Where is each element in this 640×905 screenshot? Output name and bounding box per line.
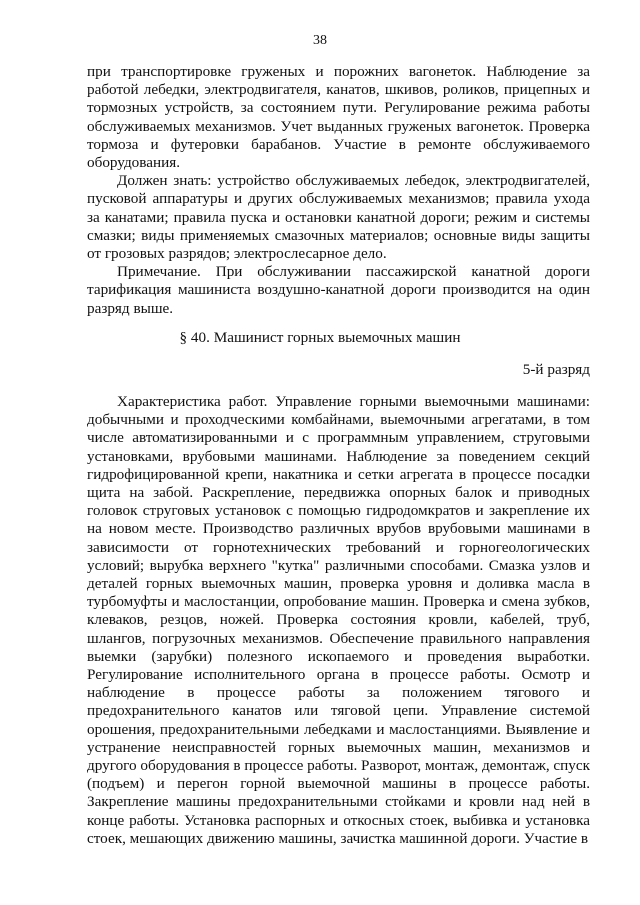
paragraph-continuation: при транспортировке груженых и порожних вагонеток. Наблюдение за работой лебедки, электродвигателя, канатов, шкивов, роликов, прицепных и тормозных устройств, за состоянием пути. Регулирование режима работы обслуживаемых механизмов. Учет выданных груженых вагонеток. Проверка тормоза и футеровки барабанов. Участие в ремонте обслуживаемого оборудования. [87, 63, 590, 172]
paragraph-must-know: Должен знать: устройство обслуживаемых лебедок, электродвигателей, пусковой аппаратуры и других обслуживаемых механизмов; правила ухода за канатами; правила пуска и остановки канатной дороги; режим и системы смазки; виды применяемых смазочных материалов; основные виды защиты от грозовых разрядов; электрослесарное дело. [87, 172, 590, 263]
rank-label: 5-й разряд [522, 361, 590, 378]
paragraph-characteristic: Характеристика работ. Управление горными выемочными машинами: добычными и проходческими комбайнами, выемочными агрегатами, в том числе автоматизированными и с программным управлением, струговыми установками, врубовыми машинами. Наблюдение за поведением секций гидрофицированной крепи, накатника и сетки агрегата в процессе посадки щита на забой. Раскрепление, передвижка опорных балок и приводных головок струговых установок с помощью гидродомкратов и закрепление их на новом месте. Производство различных врубов врубовыми машинами в зависимости от горнотехнических требований и горногеологических условий; вырубка верхнего "кутка" различными способами. Смазка узлов и деталей горных выемочных машин, проверка уровня и доливка масла в турбомуфты и маслостанции, опробование машин. Проверка и смена зубков, клеваков, резцов, ножей. Проверка состояния кровли, кабелей, труб, шлангов, погрузочных механизмов. Обеспечение правильного направления выемки (зарубки) полезного ископаемого и проведения выработки. Регулирование исполнительного органа в процессе работы. Осмотр и наблюдение в процессе работы за положением тягового и предохранительного канатов или тяговой цепи. Управление системой орошения, предохранительными лебедками и маслостанциями. Выявление и устранение неисправностей горных выемочных машин, механизмов и другого оборудования в процессе работы. Разворот, монтаж, демонтаж, спуск (подъем) и перегон горной выемочной машины в процессе работы. Закрепление машины предохранительными стойками и кровли над ней в конце работы. Установка распорных и откосных стоек, выбивка и установка стоек, мешающих движению машины, зачистка машинной дороги. Участие в [87, 393, 590, 847]
section-heading: § 40. Машинист горных выемочных машин [179, 329, 461, 346]
page-number: 38 [313, 33, 327, 48]
paragraph-note: Примечание. При обслуживании пассажирской канатной дороги тарификация машиниста воздушно-канатной дороги производится на один разряд выше. [87, 263, 590, 317]
text-block-upper [87, 63, 590, 318]
text-block-lower [87, 393, 590, 848]
